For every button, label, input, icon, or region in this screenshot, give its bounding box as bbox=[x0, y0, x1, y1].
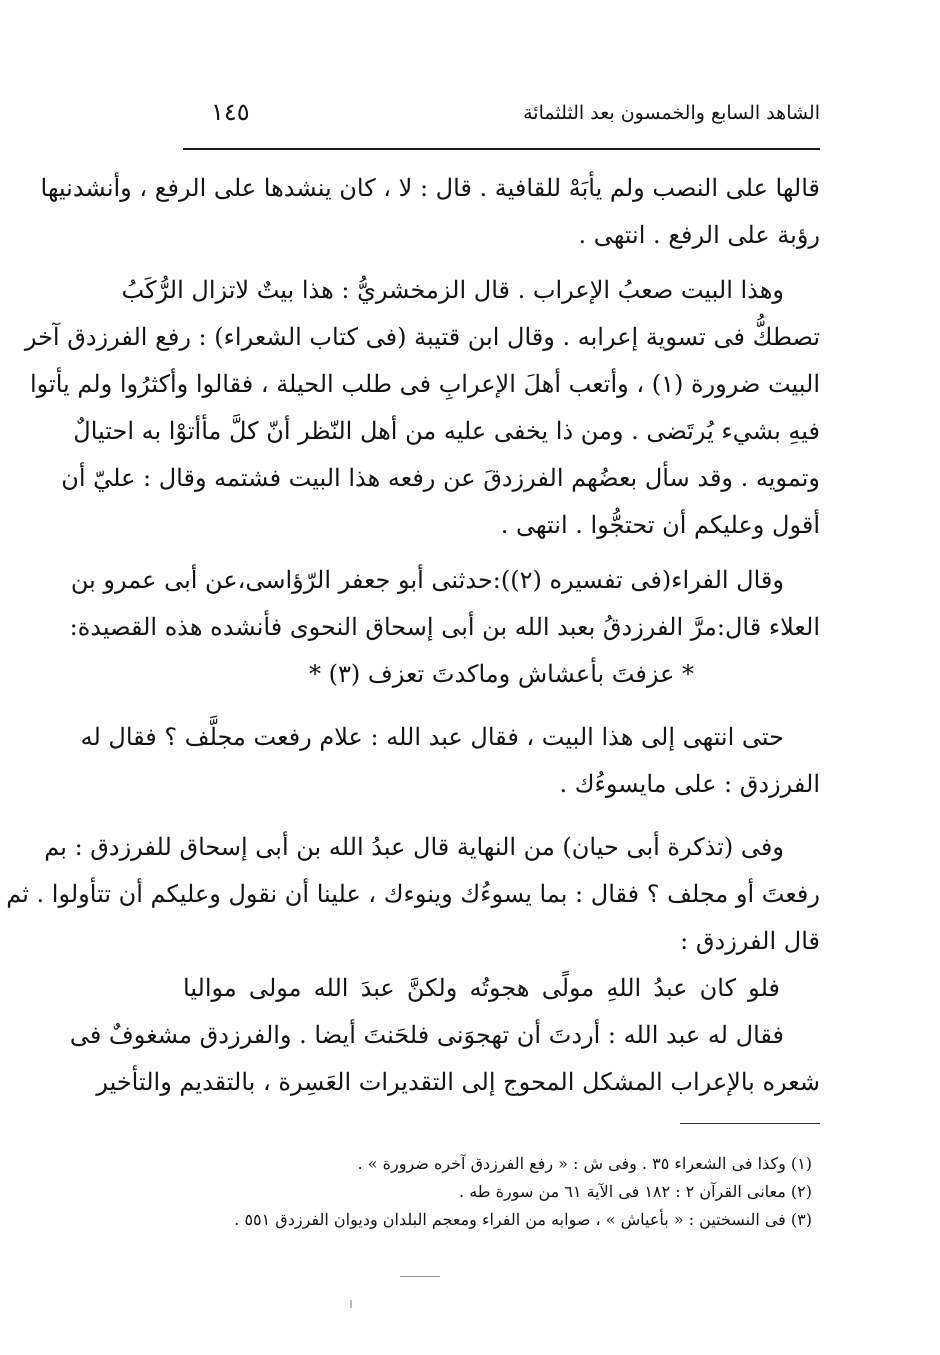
verse-line: فلو كان عبدُ اللهِ مولًى هجوتُه ولكنَّ عبدَ الله مولى مواليا bbox=[183, 974, 780, 1002]
text-line: وتمويه . وقد سأل بعضُهم الفرزدقَ عن رفعه هذا البيت فشتمه وقال : عليّ أن bbox=[61, 464, 820, 492]
text-line: شعره بالإعراب المشكل المحوج إلى التقديرات العَسِرة ، بالتقديم والتأخير bbox=[96, 1068, 820, 1096]
text-line: قالها على النصب ولم يأبَهْ للقافية . قال : لا ، كان ينشدها على الرفع ، وأنشدنيها bbox=[40, 174, 820, 202]
footnote: (١) وكذا فى الشعراء ٣٥ . وفى ش : « رفع الفرزدق آخره ضرورة » . bbox=[357, 1154, 812, 1173]
text-line: رفعتَ أو مجلف ؟ فقال : بما يسوءُك وينوءك ، علينا أن نقول وعليكم أن تتأولوا . ثم bbox=[6, 880, 820, 908]
running-title: الشاهد السابع والخمسون بعد الثلثمائة bbox=[523, 102, 820, 124]
scan-mark bbox=[350, 1300, 352, 1308]
page-header bbox=[183, 98, 820, 138]
text-line: وفى (تذكرة أبى حيان) من النهاية قال عبدُ الله بن أبى إسحاق للفرزدق : بم bbox=[44, 833, 784, 861]
text-line: قال الفرزدق : bbox=[680, 927, 820, 955]
verse-hemistich: * عزفتَ بأعشاش وماكدتَ تعزف (٣) * bbox=[308, 660, 695, 688]
text-line: وقال الفراء(فى تفسيره (٢)):حدثنى أبو جعفر الرّؤاسى،عن أبى عمرو بن bbox=[70, 566, 784, 594]
text-line: رؤبة على الرفع . انتهى . bbox=[578, 221, 820, 249]
page-number: ١٤٥ bbox=[211, 98, 250, 126]
text-line: فقال له عبد الله : أردتَ أن تهجوَنى فلحَنتَ أيضا . والفرزدق مشغوفٌ فى bbox=[69, 1021, 784, 1049]
text-line: العلاء قال:مرَّ الفرزدقُ بعبد الله بن أبى إسحاق النحوى فأنشده هذه القصيدة: bbox=[69, 613, 820, 641]
scan-mark bbox=[400, 1276, 440, 1277]
text-line: وهذا البيت صعبُ الإعراب . قال الزمخشريُّ : هذا بيتٌ لاتزال الرُّكَبُ bbox=[121, 276, 784, 304]
text-line: تصطكُّ فى تسوية إعرابه . وقال ابن قتيبة (فى كتاب الشعراء) : رفع الفرزدق آخر bbox=[24, 323, 820, 351]
footnote-rule bbox=[680, 1123, 820, 1124]
text-line: حتى انتهى إلى هذا البيت ، فقال عبد الله : علام رفعت مجلَّف ؟ فقال له bbox=[80, 723, 784, 751]
footnotes bbox=[183, 1150, 820, 1234]
footnote: (٢) معانى القرآن ٢ : ١٨٢ فى الآية ٦١ من سورة طه . bbox=[459, 1182, 812, 1201]
text-line: الفرزدق : على مايسوءُك . bbox=[559, 770, 820, 798]
text-line: البيت ضرورة (١) ، وأتعب أهلَ الإعرابِ فى طلب الحيلة ، فقالوا وأكثرُوا ولم يأتوا bbox=[29, 370, 820, 398]
body-text bbox=[6, 165, 820, 1106]
text-line: فيهِ بشيء يُرتَضى . ومن ذا يخفى عليه من أهل النّظر أنّ كلَّ مأأتوْا به احتيالٌ bbox=[73, 417, 820, 445]
header-rule bbox=[183, 148, 820, 150]
text-line: أقول وعليكم أن تحتجُّوا . انتهى . bbox=[500, 511, 820, 539]
footnote: (٣) فى النسختين : « بأعياش » ، صوابه من الفراء ومعجم البلدان وديوان الفرزدق ٥٥١ . bbox=[234, 1210, 812, 1229]
